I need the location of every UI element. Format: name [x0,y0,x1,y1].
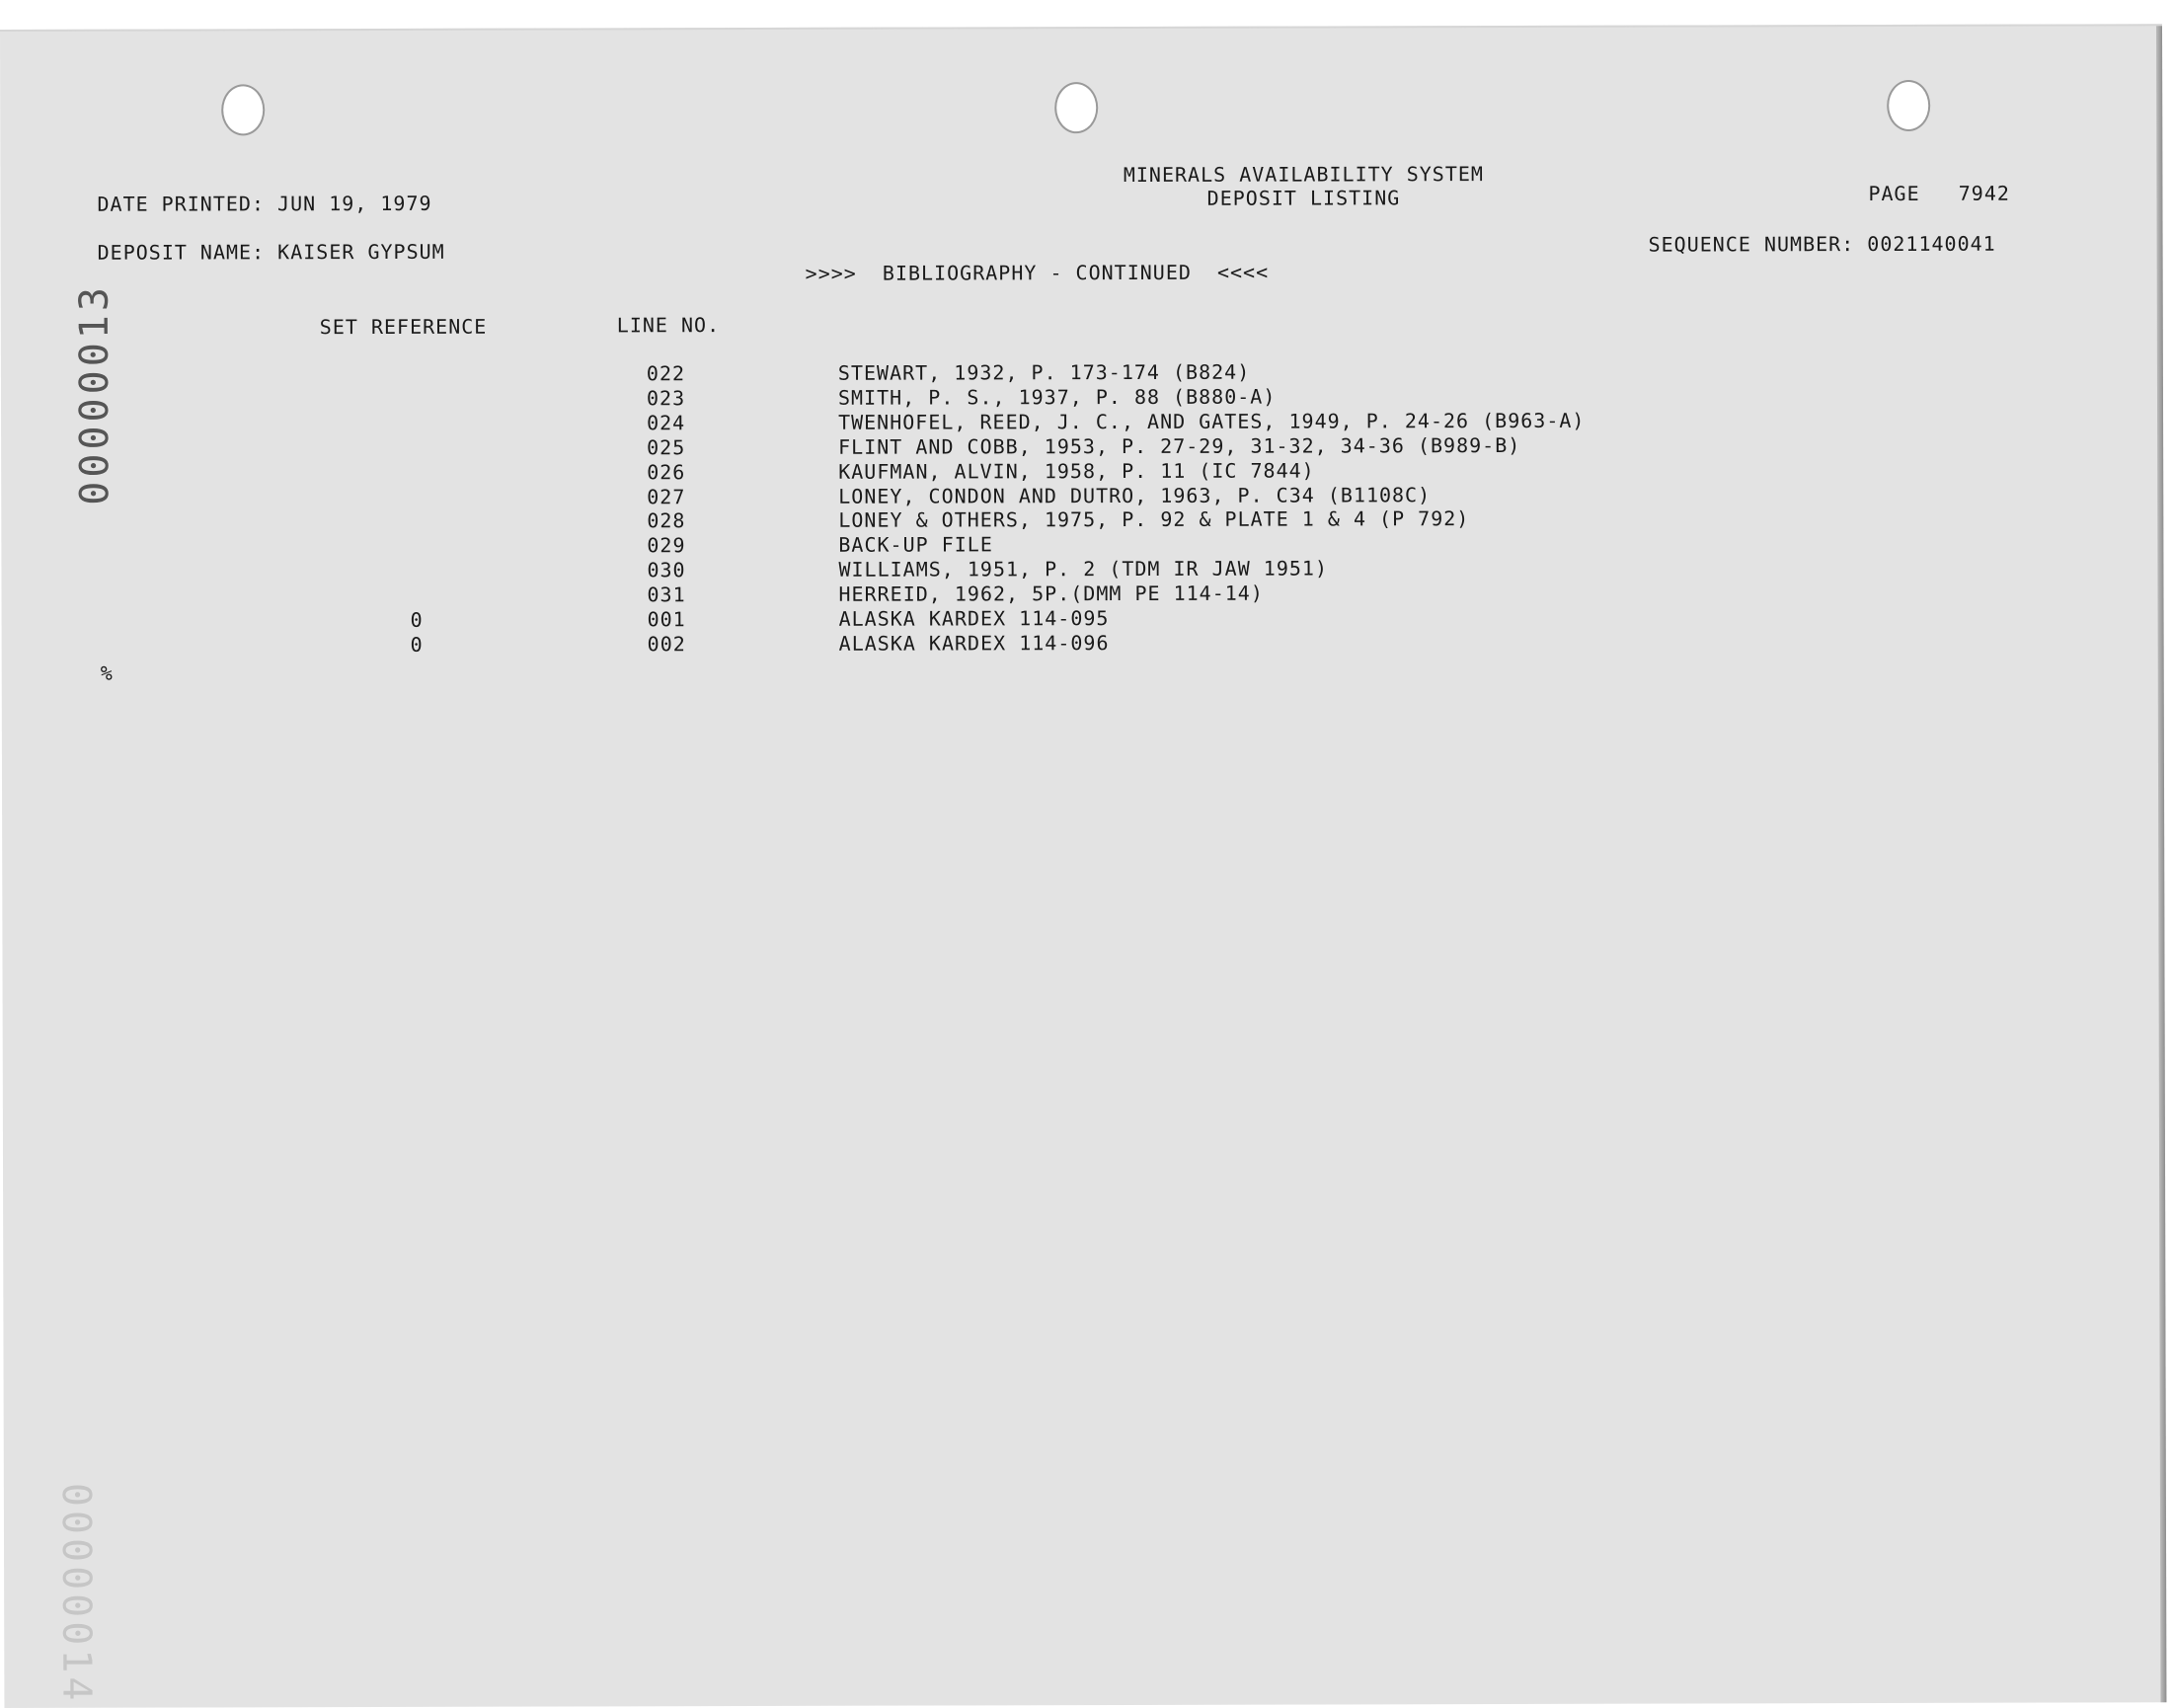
line-number-cell: 002 [647,632,686,657]
reference-cell: ALASKA KARDEX 114-095 [838,606,1110,631]
line-no-header: LINE NO. [616,313,721,338]
date-printed: DATE PRINTED: JUN 19, 1979 [97,191,432,216]
line-number-cell: 027 [647,484,686,508]
set-reference-header: SET REFERENCE [319,314,488,340]
table-row [2,629,1779,659]
reference-cell: LONEY & OTHERS, 1975, P. 92 & PLATE 1 & 4 (P 792) [838,506,1470,533]
line-number-cell: 001 [647,607,686,632]
system-title: MINERALS AVAILABILITY SYSTEM [1123,162,1484,188]
line-number-cell: 026 [647,459,686,484]
frame-number-stamp: 00000013 [71,283,118,505]
binder-hole-center [1054,82,1098,133]
line-number-cell: 028 [647,508,686,533]
reference-cell: HERREID, 1962, 5P.(DMM PE 114-14) [838,581,1264,606]
reference-cell: ALASKA KARDEX 114-096 [838,630,1110,656]
deposit-name: DEPOSIT NAME: KAISER GYPSUM [97,239,445,265]
reference-cell: FLINT AND COBB, 1953, P. 27-29, 31-32, 34-36 (B989-B) [838,432,1521,459]
line-number-cell: 023 [646,386,686,411]
reference-cell: STEWART, 1932, P. 173-174 (B824) [837,359,1251,385]
faint-frame-number-stamp: 00000014 [52,1482,100,1705]
line-number-cell: 022 [646,361,686,386]
document-sheet [0,24,2166,1708]
paper-edge [2156,26,2166,1702]
line-number-cell: 024 [647,410,686,435]
line-number-cell: 030 [647,558,686,582]
set-reference-cell: 0 [410,632,424,657]
sequence-number: SEQUENCE NUMBER: 0021140041 [1648,231,1996,257]
set-reference-cell: 0 [410,607,424,632]
section-heading: >>>> BIBLIOGRAPHY - CONTINUED <<<< [805,260,1270,285]
binder-hole-left [221,84,265,135]
reference-cell: WILLIAMS, 1951, P. 2 (TDM IR JAW 1951) [838,556,1329,582]
reference-cell: SMITH, P. S., 1937, P. 88 (B880-A) [837,384,1277,410]
reference-cell: LONEY, CONDON AND DUTRO, 1963, P. C34 (B1108C) [838,482,1432,508]
reference-cell: BACK-UP FILE [838,532,993,558]
line-number-cell: 031 [647,582,686,607]
page-number: PAGE 7942 [1868,181,2010,206]
line-number-cell: 029 [647,533,686,558]
binder-hole-right [1887,80,1930,131]
listing-subtitle: DEPOSIT LISTING [1206,186,1401,210]
line-number-cell: 025 [647,434,686,459]
reference-cell: KAUFMAN, ALVIN, 1958, P. 11 (IC 7844) [838,458,1315,484]
end-mark: % [100,660,114,685]
reference-cell: TWENHOFEL, REED, J. C., AND GATES, 1949, P. 24-26 (B963-A) [838,408,1586,434]
